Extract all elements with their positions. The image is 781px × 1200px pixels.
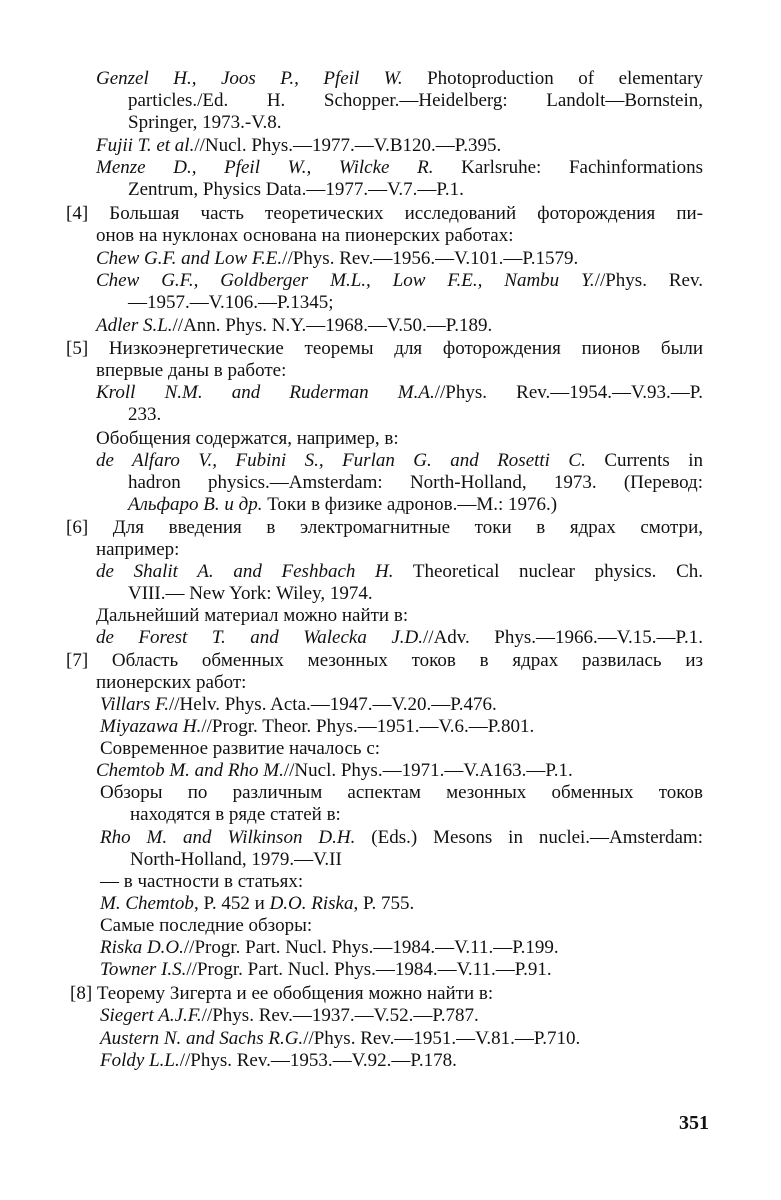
author-names: Chew G.F. and Low F.E. [96,248,283,269]
author-names: M. Chemtob [100,893,194,914]
line-text: //Phys. Rev. [594,270,703,291]
line-text: Дальнейший материал можно найти в: [96,605,409,626]
text-line [100,782,703,804]
author-names: Austern N. and Sachs R.G. [100,1028,304,1049]
author-names: Villars F. [100,694,169,715]
text-line [100,716,534,738]
line-text: //Nucl. Phys.—1971.—V.A163.—P.1. [283,760,573,781]
line-text: //Phys. Rev.—1951.—V.81.—P.710. [303,1028,581,1049]
text-line [128,472,703,494]
text-line [128,292,334,314]
author-names: Riska D.O. [100,937,184,958]
line-text: Обобщения содержатся, например, в: [96,428,399,449]
text-line [96,382,703,404]
line-text: Photoproduction of elementary [402,68,703,89]
text-line [96,428,399,450]
line-text: //Adv. Phys.—1966.—V.15.—P.1. [423,627,703,648]
author-names: Kroll N.M. and Ruderman M.A. [96,382,435,403]
author-names: Towner I.S. [100,959,187,980]
author-names: Chemtob M. and Rho M. [96,760,284,781]
text-line [130,804,341,826]
text-line [100,893,414,915]
line-text: (Eds.) Mesons in nuclei.—Amsterdam: [355,827,703,848]
text-line [96,135,501,157]
author-names: D.O. Riska [269,893,354,914]
line-text: впервые даны в работе: [96,360,287,381]
text-line [100,915,312,937]
author-names: Fujii T. et al. [96,135,195,156]
text-line [66,517,703,539]
line-text: онов на нуклонах основана на пионерских работах: [96,225,514,246]
line-text: //Progr. Part. Nucl. Phys.—1984.—V.11.—P.91. [186,959,552,980]
text-line [128,112,282,134]
line-text: , P. 452 и [193,893,270,914]
text-line [100,937,559,959]
line-text: //Progr. Part. Nucl. Phys.—1984.—V.11.—P.199. [183,937,559,958]
text-line [100,1028,580,1050]
text-line [96,270,703,292]
author-names: Siegert A.J.F. [100,1005,202,1026]
line-text: VIII.— New York: Wiley, 1974. [128,583,373,604]
line-text: Zentrum, Physics Data.—1977.—V.7.—P.1. [128,179,464,200]
page-number: 351 [679,1112,709,1134]
line-text: Самые последние обзоры: [100,915,313,936]
text-line [96,539,179,561]
line-text: —1957.—V.106.—P.1345; [128,292,334,313]
author-names: Foldy L.L. [100,1050,180,1071]
line-text: [6] Для введения в электромагнитные токи в ядрах смотри, [66,517,703,538]
line-text: hadron physics.—Amsterdam: North-Holland, 1973. (Перевод: [128,472,703,493]
line-text: Currents in [585,450,703,471]
line-text: //Progr. Theor. Phys.—1951.—V.6.—P.801. [201,716,535,737]
text-line [128,494,557,516]
text-line [96,315,492,337]
text-line [96,248,578,270]
line-text: пионерских работ: [96,672,247,693]
line-text: , P. 755. [353,893,415,914]
line-text: particles./Ed. H. Schopper.—Heidelberg: Landolt—Bornstein, [128,90,703,111]
text-line [96,672,246,694]
line-text: [8] Теорему Зигерта и ее обобщения можно найти в: [70,983,494,1004]
text-line [100,871,303,893]
line-text: Theoretical nuclear physics. Ch. [393,561,703,582]
author-names: Rho M. and Wilkinson D.H. [100,827,356,848]
author-names: de Alfaro V., Fubini S., Furlan G. and Rosetti C. [96,450,586,471]
text-line [100,738,380,760]
text-line [96,760,573,782]
line-text: //Helv. Phys. Acta.—1947.—V.20.—P.476. [168,694,497,715]
line-text: 233. [128,404,162,425]
text-line [128,404,161,426]
line-text: — в частности в статьях: [100,871,304,892]
text-line [130,849,342,871]
text-line [128,90,703,112]
text-line [128,179,464,201]
text-line [66,650,703,672]
text-line [96,561,703,583]
text-line [128,583,373,605]
line-text: North-Holland, 1979.—V.II [130,849,342,870]
line-text: [4] Большая часть теоретических исследований фоторождения пи- [66,203,703,224]
line-text: Springer, 1973.-V.8. [128,112,282,133]
text-line [100,1005,479,1027]
line-text: Обзоры по различным аспектам мезонных обменных токов [100,782,703,803]
author-names: Альфаро В. и др. [128,494,263,515]
text-line [66,203,703,225]
line-text: [5] Низкоэнергетические теоремы для фоторождения пионов были [66,338,703,359]
line-text: находятся в ряде статей в: [130,804,341,825]
line-text: [7] Область обменных мезонных токов в ядрах развилась из [66,650,703,671]
text-line [100,959,552,981]
author-names: Chew G.F., Goldberger M.L., Low F.E., Nambu Y. [96,270,595,291]
text-line [96,605,408,627]
text-line [70,983,493,1005]
author-names: Adler S.L. [96,315,173,336]
author-names: Genzel H., Joos P., Pfeil W. [96,68,403,89]
text-line [96,225,514,247]
line-text: //Phys. Rev.—1937.—V.52.—P.787. [201,1005,479,1026]
line-text: //Nucl. Phys.—1977.—V.B120.—P.395. [194,135,502,156]
line-text: Токи в физике адронов.—М.: 1976.) [262,494,558,515]
author-names: de Forest T. and Walecka J.D. [96,627,424,648]
line-text: //Ann. Phys. N.Y.—1968.—V.50.—P.189. [172,315,493,336]
line-text: Karlsruhe: Fachinformations [433,157,703,178]
author-names: de Shalit A. and Feshbach H. [96,561,394,582]
line-text: //Phys. Rev.—1953.—V.92.—P.178. [179,1050,457,1071]
line-text: //Phys. Rev.—1954.—V.93.—P. [434,382,703,403]
text-line [96,450,703,472]
text-line [96,360,286,382]
text-line [96,627,703,649]
line-text: Современное развитие началось с: [100,738,381,759]
text-line [100,694,497,716]
text-line [96,68,703,90]
text-line [100,827,703,849]
author-names: Menze D., Pfeil W., Wilcke R. [96,157,434,178]
text-line [66,338,703,360]
line-text: //Phys. Rev.—1956.—V.101.—P.1579. [282,248,579,269]
line-text: например: [96,539,180,560]
author-names: Miyazawa H. [100,716,202,737]
text-line [100,1050,457,1072]
text-line [96,157,703,179]
